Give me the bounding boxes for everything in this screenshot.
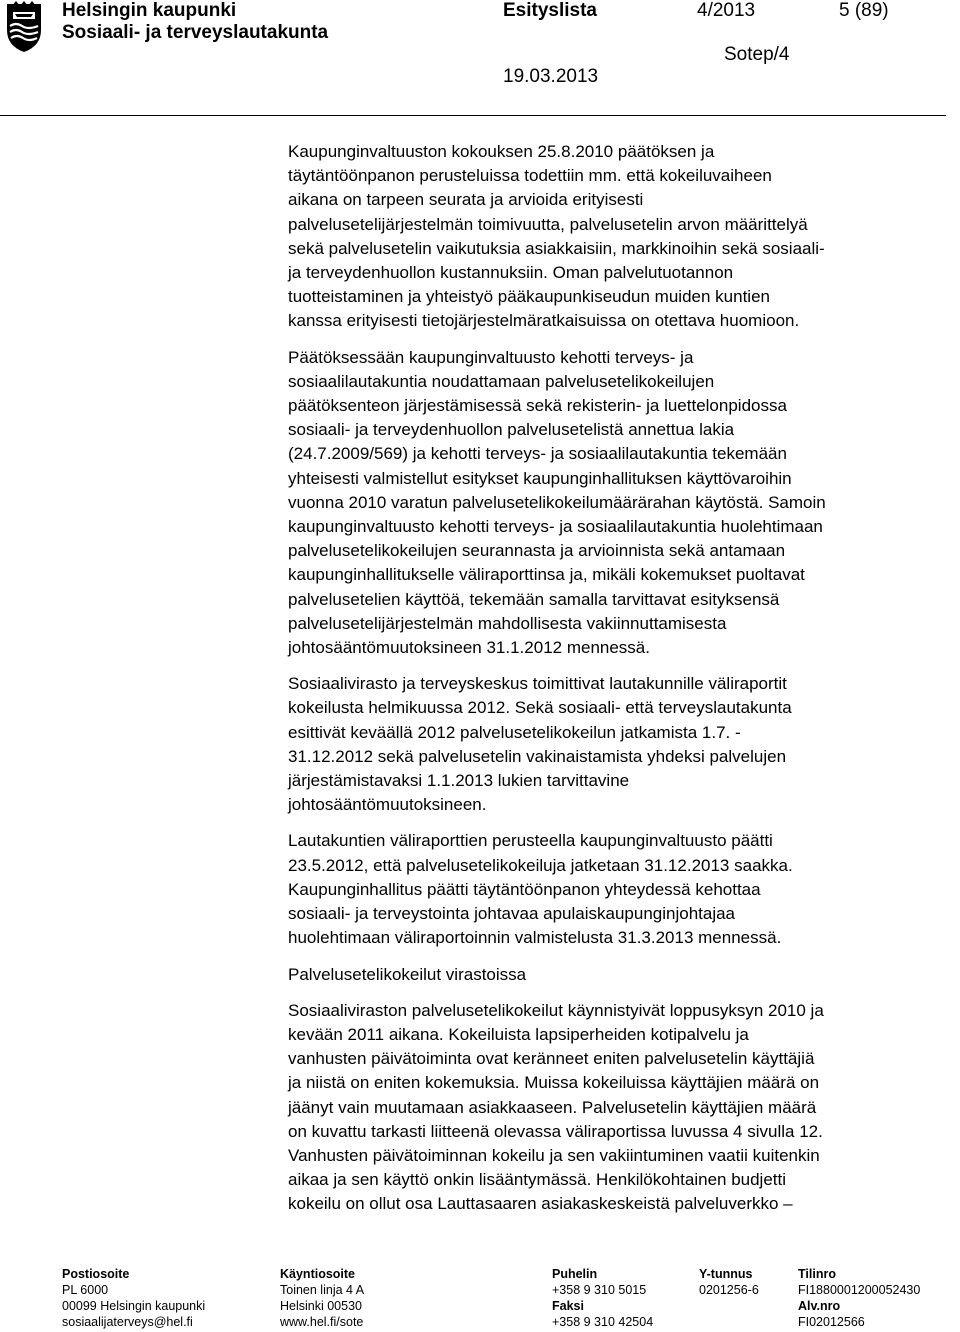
text-line: kokeilusta helmikuussa 2012. Sekä sosiaali- että terveyslautakunta	[288, 698, 792, 718]
footer-fax-label: Faksi	[552, 1299, 584, 1313]
text-line: aikana on tarpeen seurata ja arvioida erityisesti	[288, 190, 644, 210]
document-number: 4/2013	[697, 0, 756, 21]
text-line: on kuvattu tarkasti liitteenä olevassa väliraportissa luvussa 4 sivulla 12.	[288, 1121, 823, 1141]
text-line: Päätöksessään kaupunginvaltuusto kehotti terveys- ja	[288, 347, 694, 367]
paragraph-2	[288, 346, 948, 661]
footer-fax-number: +358 9 310 42504	[552, 1315, 654, 1329]
helsinki-crest-logo	[4, 0, 44, 54]
text-line: sosiaalilautakuntia noudattamaan palvelusetelikokeilujen	[288, 371, 715, 391]
text-line: järjestämistavaksi 1.1.2013 lukien tarvittavine	[288, 771, 630, 791]
text-line: johtosääntömuutoksineen 31.1.2012 mennessä.	[288, 638, 650, 658]
text-line: 31.12.2012 sekä palvelusetelin vakinaistamista yhdeksi palvelujen	[288, 746, 787, 766]
footer-line: 00099 Helsingin kaupunki	[62, 1299, 206, 1313]
meeting-date: 19.03.2013	[503, 66, 599, 87]
footer-heading: Tilinro	[798, 1267, 836, 1281]
text-line: kanssa erityisesti tietojärjestelmäratkaisuissa on otettava huomioon.	[288, 311, 800, 331]
text-line: jäänyt vain muutamaan asiakkaaseen. Palvelusetelin käyttäjien määrä	[288, 1097, 817, 1117]
text-line: kevään 2011 aikana. Kokeiluista lapsiperheiden kotipalvelu ja	[288, 1024, 749, 1044]
footer-heading: Puhelin	[552, 1267, 598, 1281]
text-line: esittivät keväällä 2012 palvelusetelikokeilun jatkamista 1.7. -	[288, 722, 741, 742]
footer-web-link[interactable]: www.hel.fi/sote	[280, 1315, 364, 1329]
text-line: kaupunginhallitukselle väliraporttinsa ja, mikäli kokemukset puoltavat	[288, 565, 805, 585]
text-line: 23.5.2012, että palvelusetelikokeiluja jatketaan 31.12.2013 saakka.	[288, 855, 793, 875]
text-line: palvelusetelikokeilujen seurannasta ja arvioinnista sekä antamaan	[288, 541, 786, 561]
text-line: vuonna 2010 varatun palvelusetelikokeilumäärärahan käytöstä. Samoin	[288, 492, 826, 512]
footer-phone-number: +358 9 310 5015	[552, 1283, 647, 1297]
text-line: ja niistä on eniten kokemuksia. Muissa kokeiluissa käyttäjien määrä on	[288, 1073, 820, 1093]
heading-text: Palvelusetelikokeilut virastoissa	[288, 964, 527, 984]
footer-heading: Y-tunnus	[699, 1267, 753, 1281]
paragraph-1	[288, 140, 948, 334]
text-line: sosiaali- ja terveystointa johtavaa apulaiskaupunginjohtajaa	[288, 904, 736, 924]
footer-visiting-address	[280, 1266, 364, 1330]
page-number: 5 (89)	[839, 0, 889, 21]
text-line: Kaupunginhallitus päätti täytäntöönpanon yhteydessä kehottaa	[288, 879, 761, 899]
footer-account	[798, 1266, 920, 1330]
text-line: Sosiaaliviraston palvelusetelikokeilut käynnistyivät loppusyksyn 2010 ja	[288, 1000, 824, 1020]
text-line: (24.7.2009/569) ja kehotti terveys- ja sosiaalilautakuntia tekemään	[288, 444, 787, 464]
footer-business-id	[699, 1266, 759, 1298]
footer-vat-value: FI02012566	[798, 1315, 865, 1329]
text-line: Sosiaalivirasto ja terveyskeskus toimittivat lautakunnille väliraportit	[288, 674, 787, 694]
footer-business-id-value: 0201256-6	[699, 1283, 759, 1297]
footer-phone	[552, 1266, 653, 1330]
document-body	[288, 140, 948, 1229]
footer-line: Helsinki 00530	[280, 1299, 362, 1313]
text-line: Kaupunginvaltuuston kokouksen 25.8.2010 päätöksen ja	[288, 142, 715, 161]
text-line: Lautakuntien väliraporttien perusteella kaupunginvaltuusto päätti	[288, 831, 773, 851]
text-line: palvelusetelien käyttöä, tekemään samalla tarvittavat esityksensä	[288, 589, 780, 609]
footer-heading: Postiosoite	[62, 1267, 130, 1281]
text-line: yhteisesti valmistellut esitykset kaupunginhallituksen käyttövaroihin	[288, 468, 792, 488]
text-line: täytäntöönpanon perusteluissa todettiin mm. että kokeiluvaiheen	[288, 166, 772, 186]
board-name: Sosiaali- ja terveyslautakunta	[62, 22, 329, 43]
text-line: huolehtimaan väliraportoinnin valmistelusta 31.3.2013 mennessä.	[288, 928, 782, 948]
header-divider	[0, 115, 946, 116]
text-line: palvelusetelijärjestelmän mahdollisesta vakiinnuttamisesta	[288, 613, 727, 633]
text-line: tuotteistaminen ja yhteistyö pääkaupunkiseudun muiden kuntien	[288, 287, 770, 307]
footer-email-link[interactable]: sosiaalijaterveys@hel.fi	[62, 1315, 193, 1329]
text-line: päätöksenteon järjestämisessä sekä rekisterin- ja luettelonpidossa	[288, 396, 787, 416]
text-line: palvelusetelijärjestelmän toimivuutta, palvelusetelin arvon määrittelyä	[288, 214, 808, 234]
paragraph-5	[288, 999, 948, 1217]
text-line: ja terveydenhuollon kustannuksiin. Oman palvelutuotannon	[288, 263, 734, 283]
paragraph-3	[288, 672, 948, 817]
text-line: kokeilu on ollut osa Lauttasaaren asiakaskeskeistä palveluverkko –	[288, 1194, 793, 1214]
footer-heading: Käyntiosoite	[280, 1267, 356, 1281]
text-line: kaupunginvaltuusto kehotti terveys- ja sosiaalilautakuntia huolehtimaan	[288, 517, 823, 537]
text-line: sekä palvelusetelin vaikutuksia asiakkaisiin, markkinoihin sekä sosiaali-	[288, 238, 825, 258]
footer-account-value: FI1880001200052430	[798, 1283, 921, 1297]
footer-line: PL 6000	[62, 1283, 109, 1297]
text-line: vanhusten päivätoiminta ovat keränneet eniten palvelusetelin käyttäjiä	[288, 1049, 815, 1069]
footer-postal-address	[62, 1266, 205, 1330]
org-name: Helsingin kaupunki	[62, 0, 237, 21]
text-line: Vanhusten päivätoiminnan kokeilu ja sen vakiintuminen vaatii kuitenkin	[288, 1145, 820, 1165]
text-line: sosiaali- ja terveydenhuollon palvelusetelistä annettua lakia	[288, 420, 735, 440]
section-code: Sotep/4	[724, 44, 790, 65]
section-heading	[288, 963, 948, 987]
footer-line: Toinen linja 4 A	[280, 1283, 365, 1297]
paragraph-4	[288, 829, 948, 950]
text-line: aikaa ja sen käyttö onkin lisääntymässä. Henkilökohtainen budjetti	[288, 1170, 787, 1190]
document-type: Esityslista	[503, 0, 597, 21]
text-line: johtosääntömuutoksineen.	[288, 795, 487, 815]
footer-vat-label: Alv.nro	[798, 1299, 841, 1313]
